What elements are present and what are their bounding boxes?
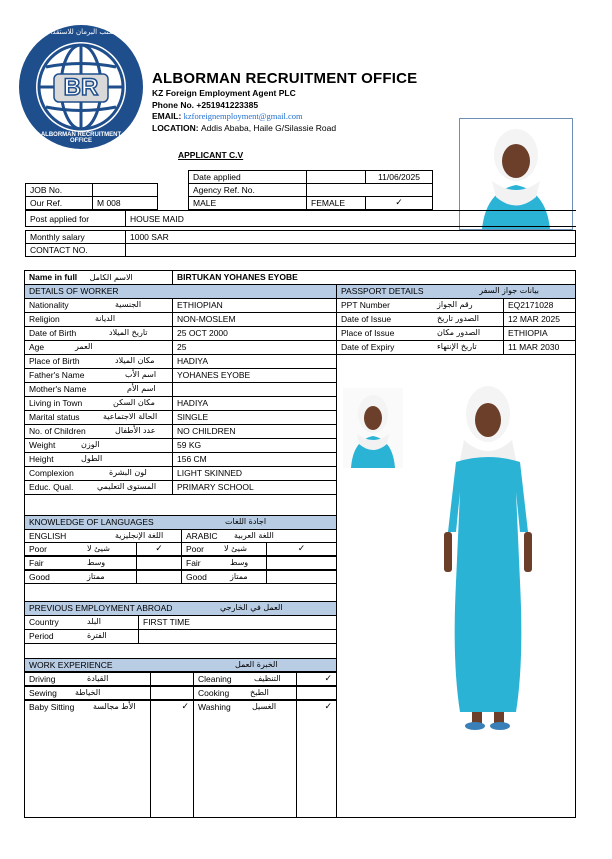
worker-row-value: HADIYA: [172, 396, 337, 411]
english-fair-check[interactable]: [136, 556, 182, 570]
worker-row-label: Mother's Name اسم الأم: [24, 382, 173, 397]
worker-row-label: Age العمر: [24, 340, 173, 355]
name-label-ar: الاسم الكامل: [89, 273, 133, 282]
worker-row-label: Marital status الحالة الاجتماعية: [24, 410, 173, 425]
post-applied-label: Post applied for: [25, 210, 126, 227]
passport-row-value: ETHIOPIA: [503, 326, 576, 341]
work-experience-header-label: WORK EXPERIENCE: [29, 660, 113, 670]
worker-row-label: Weight الوزن: [24, 438, 173, 453]
arabic-poor-check[interactable]: ✓: [266, 542, 337, 556]
male-label: MALE: [188, 196, 307, 210]
skill-cooking: Cooking الطبخ: [193, 686, 297, 700]
company-info: [152, 88, 336, 134]
arabic-fair: Fair وسط: [181, 556, 267, 570]
company-title: ALBORMAN RECRUITMENT OFFICE: [152, 70, 418, 87]
worker-row-label: Place of Birth مكان الميلاد: [24, 354, 173, 369]
passport-row-label: PPT Number رقم الجواز: [336, 298, 504, 313]
date-applied-spacer: [306, 170, 366, 184]
worker-row-value: [172, 382, 337, 397]
passport-row-label: Place of Issue الصدور مكان: [336, 326, 504, 341]
skill-sewing: Sewing الخياطة: [24, 686, 151, 700]
skill-cleaning: Cleaning التنظيف: [193, 672, 297, 686]
skill-washing-check[interactable]: ✓: [296, 700, 337, 818]
worker-row-value: NON-MOSLEM: [172, 312, 337, 327]
skill-cooking-check[interactable]: [296, 686, 337, 700]
applicant-full-body-photo: [420, 382, 572, 742]
person-full-body-icon: [420, 382, 572, 742]
work-experience-header: [24, 658, 337, 672]
passport-row-value: 12 MAR 2025: [503, 312, 576, 327]
location-line: [152, 123, 336, 135]
passport-header-ar: بيانات جواز السفر: [479, 286, 539, 295]
company-logo: [16, 22, 146, 152]
previous-employment-header-ar: العمل في الخارجي: [220, 603, 283, 612]
agency-ref-label: Agency Ref. No.: [188, 183, 307, 197]
english-fair: Fair وسط: [24, 556, 137, 570]
contact-no-label: CONTACT NO.: [25, 243, 126, 257]
date-applied-label: Date applied: [188, 170, 307, 184]
worker-row-value: YOHANES EYOBE: [172, 368, 337, 383]
applicant-small-photo: [343, 388, 403, 468]
name-label: Name in full: [29, 272, 78, 282]
previous-employment-header: [24, 601, 337, 616]
our-ref-value: M 008: [92, 196, 158, 210]
worker-row-label: No. of Children عدد الأطفال: [24, 424, 173, 439]
skill-cleaning-check[interactable]: ✓: [296, 672, 337, 686]
worker-row-label: Religion الديانة: [24, 312, 173, 327]
agent-line: KZ Foreign Employment Agent PLC: [152, 88, 296, 98]
arabic-good: Good ممتاز: [181, 570, 267, 584]
job-no-label: JOB No.: [25, 183, 93, 197]
english-good-check[interactable]: [136, 570, 182, 584]
contact-no-value: [125, 243, 576, 257]
job-no-value: [92, 183, 158, 197]
skill-driving-check[interactable]: [150, 672, 194, 686]
worker-row-value: PRIMARY SCHOOL: [172, 480, 337, 495]
skill-driving: Driving القيادة: [24, 672, 151, 686]
logo-arabic-text: مكتب البرمان للاستقدام: [46, 28, 116, 36]
passport-details-header: [336, 284, 576, 299]
worker-row-value: ETHIOPIAN: [172, 298, 337, 313]
document-title: APPLICANT C.V: [178, 150, 244, 160]
logo-ring-text: ALBORMAN RECRUITMENT OFFICE: [40, 132, 122, 144]
location-label: LOCATION:: [152, 122, 199, 133]
worker-row-label: Father's Name اسم الأب: [24, 368, 173, 383]
date-applied-value: 11/06/2025: [365, 170, 433, 184]
name-label-cell: [24, 270, 173, 285]
worker-row-value: LIGHT SKINNED: [172, 466, 337, 481]
monthly-salary-label: Monthly salary: [25, 230, 126, 244]
worker-row-label: Complexion لون البشرة: [24, 466, 173, 481]
worker-row-label: Educ. Qual. المستوى التعليمي: [24, 480, 173, 495]
arabic-poor: Poor شيئ لا: [181, 542, 267, 556]
languages-header: [24, 515, 337, 530]
agency-ref-value: [306, 183, 433, 197]
person-portrait-icon: [343, 388, 403, 468]
english-good: Good ممتاز: [24, 570, 137, 584]
period-label: Period الفترة: [24, 629, 139, 644]
our-ref-label: Our Ref.: [25, 196, 93, 210]
country-value: FIRST TIME: [138, 615, 337, 630]
skill-baby-sitting-check[interactable]: ✓: [150, 700, 194, 818]
worker-row-value: SINGLE: [172, 410, 337, 425]
arabic-fair-check[interactable]: [266, 556, 337, 570]
languages-header-ar: اجادة اللغات: [225, 517, 267, 526]
worker-row-value: 25: [172, 340, 337, 355]
english-poor-check[interactable]: ✓: [136, 542, 182, 556]
email-label: EMAIL:: [152, 111, 182, 121]
worker-row-label: Height الطول: [24, 452, 173, 467]
arabic-good-check[interactable]: [266, 570, 337, 584]
email-link[interactable]: kzforeignemployment@gmail.com: [183, 111, 303, 121]
location-value: Addis Ababa, Haile G/Silassie Road: [200, 122, 337, 133]
email-line: [152, 111, 336, 123]
worker-row-label: Living in Town مكان السكن: [24, 396, 173, 411]
languages-header-label: KNOWLEDGE OF LANGUAGES: [29, 517, 154, 527]
worker-row-label: Date of Birth تاريخ الميلاد: [24, 326, 173, 341]
passport-row-value: EQ2171028: [503, 298, 576, 313]
passport-row-label: Date of Issue الصدور تاريخ: [336, 312, 504, 327]
skill-washing: Washing الغسيل: [193, 700, 297, 818]
worker-row-label: Nationality الجنسية: [24, 298, 173, 313]
period-value: [138, 629, 337, 644]
worker-row-value: 59 KG: [172, 438, 337, 453]
worker-row-value: 156 CM: [172, 452, 337, 467]
female-checkbox[interactable]: ✓: [365, 196, 433, 210]
passport-row-value: 11 MAR 2030: [503, 340, 576, 355]
post-applied-value: HOUSE MAID: [125, 210, 576, 227]
work-experience-header-ar: الخبرة العمل: [235, 660, 278, 669]
english-poor: Poor شيئ لا: [24, 542, 137, 556]
country-label: Country البلد: [24, 615, 139, 630]
logo-initials: BR: [63, 74, 99, 101]
phone-line: Phone No. +251941223385: [152, 99, 259, 110]
skill-baby-sitting: Baby Sitting الأط مجالسة: [24, 700, 151, 818]
passport-header-label: PASSPORT DETAILS: [341, 286, 424, 296]
monthly-salary-value: 1000 SAR: [125, 230, 576, 244]
skill-sewing-check[interactable]: [150, 686, 194, 700]
worker-row-value: HADIYA: [172, 354, 337, 369]
name-value: BIRTUKAN YOHANES EYOBE: [172, 270, 576, 285]
worker-row-value: 25 OCT 2000: [172, 326, 337, 341]
previous-employment-header-label: PREVIOUS EMPLOYMENT ABROAD: [29, 603, 173, 613]
arabic-header: ARABIC اللغة العربية: [181, 529, 337, 543]
passport-row-label: Date of Expiry تاريخ الإنتهاء: [336, 340, 504, 355]
female-label: FEMALE: [306, 196, 366, 210]
worker-row-value: NO CHILDREN: [172, 424, 337, 439]
worker-details-header: DETAILS OF WORKER: [24, 284, 337, 299]
english-header: ENGLISH اللغة الإنجليزية: [24, 529, 182, 543]
